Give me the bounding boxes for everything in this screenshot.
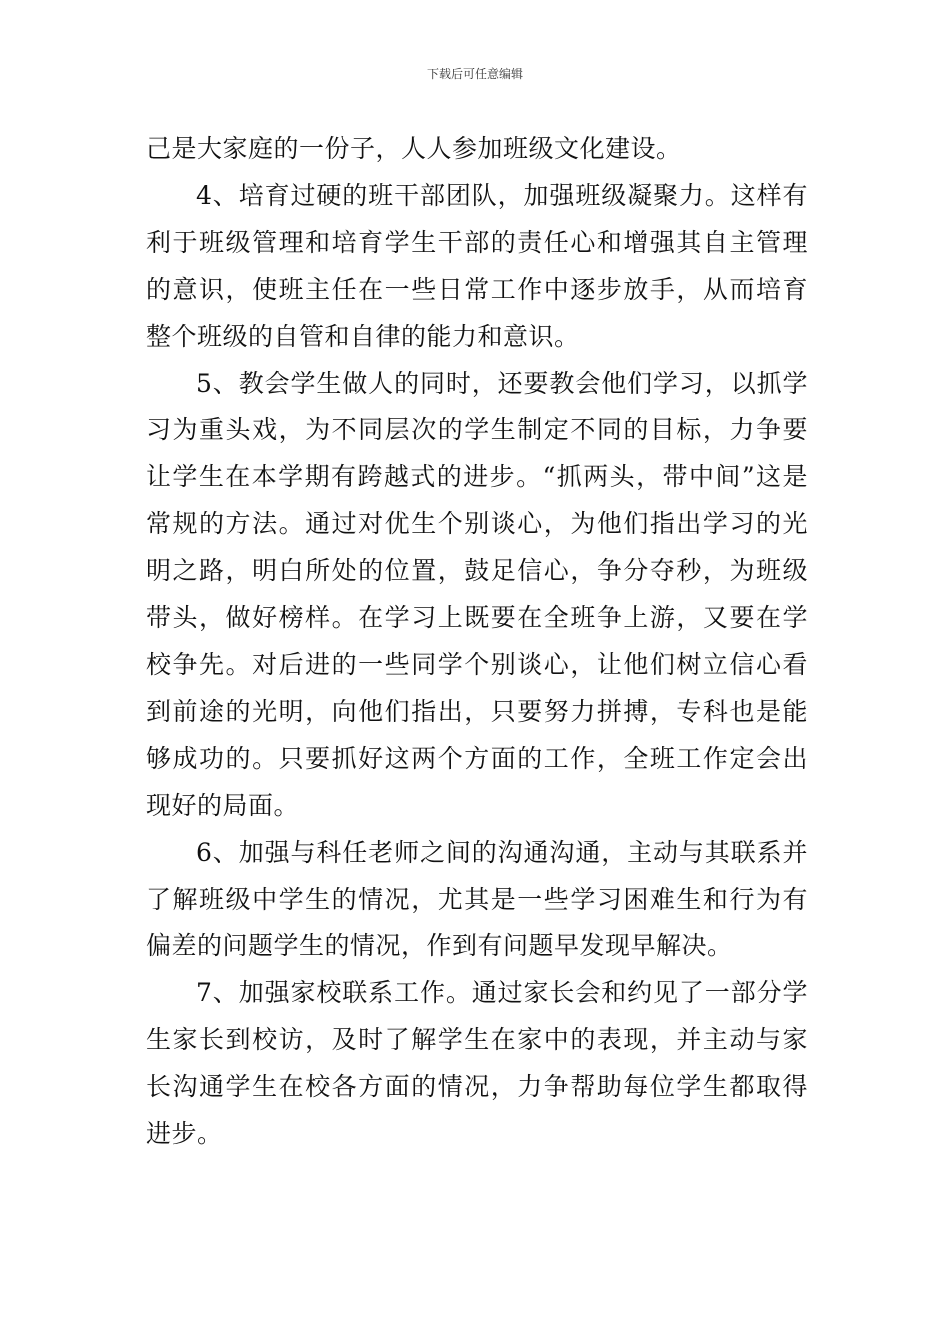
paragraph-item-4: 4、培育过硬的班干部团队，加强班级凝聚力。这样有利于班级管理和培育学生干部的责任心和增强其自主管理的意识，使班主任在一些日常工作中逐步放手，从而培育整个班级的自管和自律的能力和意识。 bbox=[146, 180, 808, 351]
document-body bbox=[146, 126, 808, 1158]
header-note: 下载后可任意编辑 bbox=[426, 67, 523, 81]
paragraph-item-7: 7、加强家校联系工作。通过家长会和约见了一部分学生家长到校访，及时了解学生在家中的表现，并主动与家长沟通学生在校各方面的情况，力争帮助每位学生都取得进步。 bbox=[146, 978, 808, 1149]
paragraph-continuation: 己是大家庭的一份子，人人参加班级文化建设。 bbox=[146, 134, 682, 163]
paragraph-item-5: 5、教会学生做人的同时，还要教会他们学习，以抓学习为重头戏，为不同层次的学生制定不同的目标，力争要让学生在本学期有跨越式的进步。“抓两头，带中间”这是常规的方法。通过对优生个别谈心，为他们指出学习的光明之路，明白所处的位置，鼓足信心，争分夺秒，为班级带头，做好榜样。在学习上既要在全班争上游，又要在学校争先。对后进的一些同学个别谈心，让他们树立信心看到前途的光明，向他们指出，只要努力拼搏，专科也是能够成功的。只要抓好这两个方面的工作，全班工作定会出现好的局面。 bbox=[146, 368, 808, 820]
paragraph-item-6: 6、加强与科任老师之间的沟通沟通，主动与其联系并了解班级中学生的情况，尤其是一些学习困难生和行为有偏差的问题学生的情况，作到有问题早发现早解决。 bbox=[146, 837, 808, 961]
